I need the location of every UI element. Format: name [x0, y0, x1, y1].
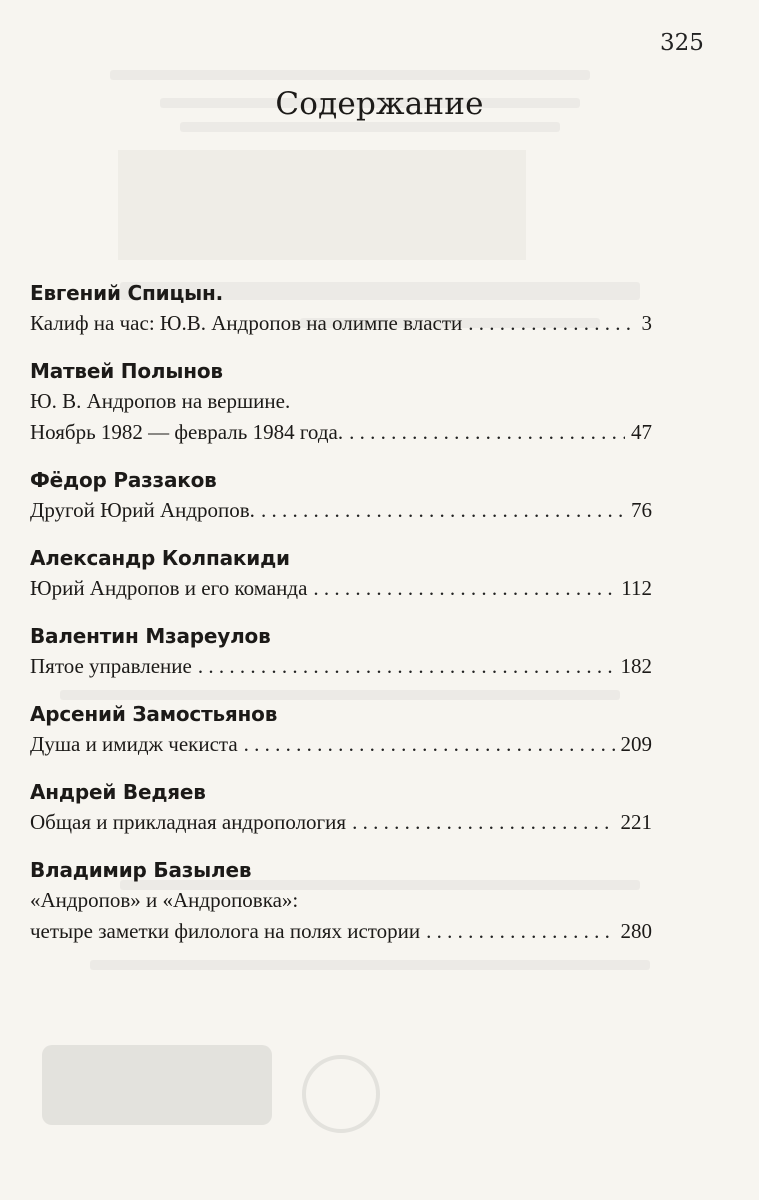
bleed-text-line — [180, 122, 560, 132]
toc-entry-author: Владимир Базылев — [30, 858, 252, 882]
toc-entry-title-row — [30, 651, 652, 682]
toc-entry[interactable] — [30, 699, 652, 760]
toc-entry-title: Другой Юрий Андропов. — [30, 498, 255, 522]
toc-entry-author: Александр Колпакиди — [30, 546, 290, 570]
toc-entry-title: Общая и прикладная андропология — [30, 810, 347, 834]
toc-entry[interactable] — [30, 543, 652, 604]
dot-leader — [426, 916, 614, 947]
toc-entry-page-number: 182 — [620, 654, 652, 678]
toc-entry-title: Ноябрь 1982 — февраль 1984 года. — [30, 420, 344, 444]
toc-entry-title: Юрий Андропов и его команда — [30, 576, 308, 600]
toc-entry-author: Арсений Замостьянов — [30, 702, 278, 726]
toc-entry-title-row — [30, 495, 652, 526]
toc-entry-author: Матвей Полынов — [30, 359, 223, 383]
toc-entry-title-row — [30, 807, 652, 838]
bleed-cover-frame — [118, 150, 526, 260]
toc-entry-title: Калиф на час: Ю.В. Андропов на олимпе власти — [30, 311, 463, 335]
toc-entry-title-row — [30, 729, 652, 760]
toc-entry[interactable] — [30, 621, 652, 682]
page-number: 325 — [660, 30, 704, 56]
toc-entry-title: четыре заметки филолога на полях истории — [30, 919, 421, 943]
toc-entry-page-number: 112 — [621, 576, 652, 600]
toc-entry-title-row — [30, 417, 652, 448]
toc-entry-page-number: 209 — [620, 732, 652, 756]
toc-entry[interactable] — [30, 777, 652, 838]
toc-entry-title: Пятое управление — [30, 654, 192, 678]
toc-entry[interactable] — [30, 465, 652, 526]
toc-entry-title-line: «Андропов» и «Андроповка»: — [30, 888, 299, 912]
toc-entry-title-row — [30, 916, 652, 947]
toc-entry-author: Валентин Мзареулов — [30, 624, 271, 648]
page-title: Содержание — [275, 86, 484, 122]
toc-entry-page-number: 280 — [620, 919, 652, 943]
dot-leader — [352, 807, 614, 838]
toc-entry-title-row — [30, 573, 652, 604]
toc-entry-author: Фёдор Раззаков — [30, 468, 217, 492]
bleed-text-line — [110, 70, 590, 80]
dot-leader — [244, 729, 615, 760]
dot-leader — [468, 308, 634, 339]
toc-entry[interactable] — [30, 356, 652, 448]
toc-entry-title-row — [30, 308, 652, 339]
toc-entry-author: Андрей Ведяев — [30, 780, 206, 804]
toc-entry-page-number: 3 — [641, 311, 652, 335]
toc-entry[interactable] — [30, 278, 652, 339]
toc-entry-title-line: Ю. В. Андропов на вершине. — [30, 389, 291, 413]
toc-entry-page-number: 47 — [631, 420, 652, 444]
table-of-contents — [30, 278, 652, 964]
dot-leader — [313, 573, 615, 604]
dot-leader — [198, 651, 615, 682]
toc-entry[interactable] — [30, 855, 652, 947]
bleed-age-rating-badge — [302, 1055, 380, 1133]
dot-leader — [261, 495, 625, 526]
bleed-publisher-logo — [42, 1045, 272, 1125]
toc-entry-page-number: 221 — [620, 810, 652, 834]
toc-entry-title: Душа и имидж чекиста — [30, 732, 238, 756]
toc-entry-page-number: 76 — [631, 498, 652, 522]
toc-entry-author: Евгений Спицын. — [30, 281, 223, 305]
dot-leader — [349, 417, 625, 448]
